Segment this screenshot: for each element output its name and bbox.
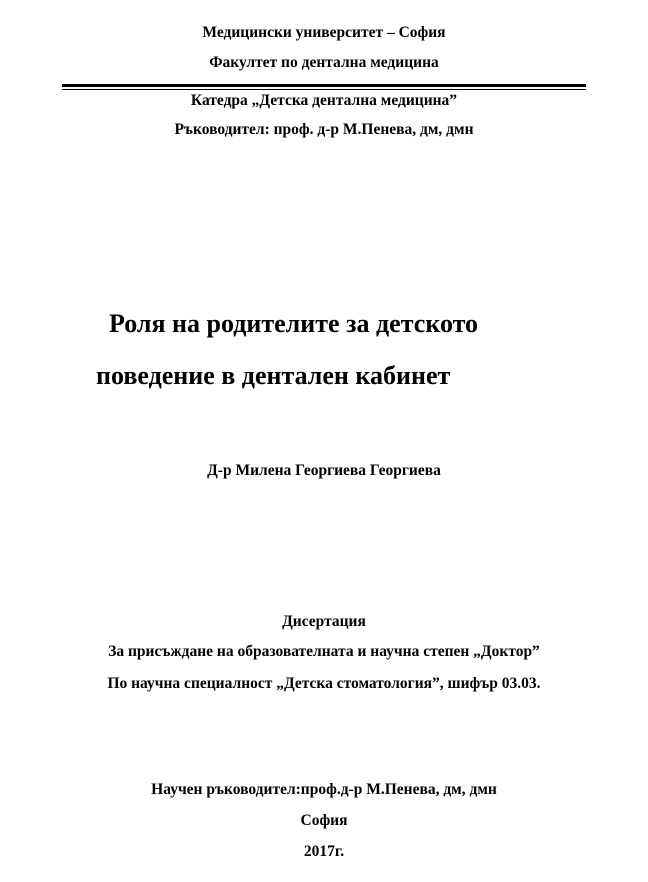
supervisor-line: Научен ръководител:проф.д-р М.Пенева, дм, дмн bbox=[151, 781, 497, 798]
title-line-1: Роля на родителите за детското bbox=[109, 309, 479, 338]
header-rule-thin bbox=[62, 89, 586, 90]
dissertation-label: Дисертация bbox=[282, 613, 366, 630]
university-name: Медицински университет – София bbox=[202, 24, 446, 41]
department-head: Ръководител: проф. д-р М.Пенева, дм, дмн bbox=[174, 121, 474, 138]
faculty-name: Факултет по дентална медицина bbox=[209, 54, 439, 71]
year: 2017г. bbox=[303, 843, 345, 860]
city-name: София bbox=[300, 812, 348, 829]
header-rule-thick bbox=[62, 84, 586, 87]
author-name: Д-р Милена Георгиева Георгиева bbox=[207, 462, 441, 479]
department-name: Катедра „Детска дентална медицина” bbox=[190, 92, 458, 109]
degree-line: За присъждане на образователната и научна степен „Доктор” bbox=[108, 643, 540, 660]
specialty-line: По научна специалност „Детска стоматология”, шифър 03.03. bbox=[107, 675, 541, 692]
title-line-2: поведение в дентален кабинет bbox=[96, 361, 451, 390]
